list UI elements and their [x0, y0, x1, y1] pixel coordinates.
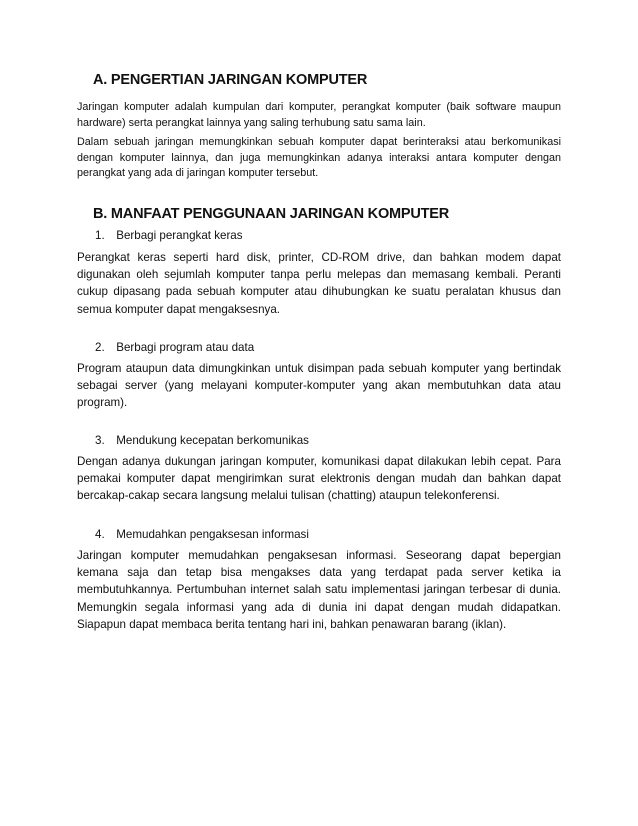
list-item-3-paragraph: Dengan adanya dukungan jaringan komputer, komunikasi dapat dilakukan lebih cepat. Para pemakai komputer dapat mengirimkan surat elektronis dengan mudah dan bahkan dapat bercakap-cakap secara langsung melalui tulisan (chatting) ataupun telekonferensi.: [77, 455, 561, 503]
list-item-label: Berbagi perangkat keras: [116, 229, 243, 242]
list-item-2-heading: [95, 340, 254, 356]
list-item-4-paragraph: Jaringan komputer memudahkan pengaksesan informasi. Seseorang dapat bepergian kemana saja dan tetap bisa mengakses data yang terdapat pada server ketika ia membutuhkannya. Pertumbuhan internet salah satu implementasi jaringan terbesar di dunia. Memungkin segala informasi yang ada di dunia ini dapat dengan mudah didapatkan. Siapapun dapat membaca berita tentang hari ini, bahkan penawaran barang (iklan).: [77, 549, 561, 631]
list-item-number: 3.: [95, 434, 105, 447]
list-item-2-paragraph: Program ataupun data dimungkinkan untuk disimpan pada sebuah komputer yang bertindak sebagai server (yang melayani komputer-komputer yang akan membutuhkan data atau program).: [77, 362, 561, 410]
list-item-label: Memudahkan pengaksesan informasi: [116, 528, 309, 541]
list-item-number: 1.: [95, 229, 105, 242]
list-item-3-heading: [95, 433, 309, 449]
list-item-1-paragraph: Perangkat keras seperti hard disk, printer, CD-ROM drive, dan bahkan modem dapat digunakan oleh sejumlah komputer tanpa perlu melepas dan memasang kembali. Peranti cukup dipasang pada sebuah komputer atau dihubungkan ke suatu peralatan khusus dan semua komputer dapat mengaksesnya.: [77, 251, 561, 316]
list-item-1-heading: [95, 228, 243, 244]
list-item-4-heading: [95, 527, 309, 543]
list-item-number: 2.: [95, 341, 105, 354]
section-a-paragraph-1: Jaringan komputer adalah kumpulan dari komputer, perangkat komputer (baik software maupun hardware) serta perangkat lainnya yang saling terhubung satu sama lain.: [77, 101, 561, 129]
list-item-number: 4.: [95, 528, 105, 541]
list-item-label: Mendukung kecepatan berkomunikas: [116, 434, 309, 447]
list-item-label: Berbagi program atau data: [116, 341, 255, 354]
section-b-title: B. MANFAAT PENGGUNAAN JARINGAN KOMPUTER: [93, 206, 450, 222]
section-a-title: A. PENGERTIAN JARINGAN KOMPUTER: [93, 72, 368, 88]
section-a-paragraph-2: Dalam sebuah jaringan memungkinkan sebuah komputer dapat berinteraksi atau berkomunikasi dengan komputer lainnya, dan juga memungkinkan adanya interaksi antara komputer dengan perangkat yang ada di jaringan komputer tersebut.: [77, 136, 561, 180]
